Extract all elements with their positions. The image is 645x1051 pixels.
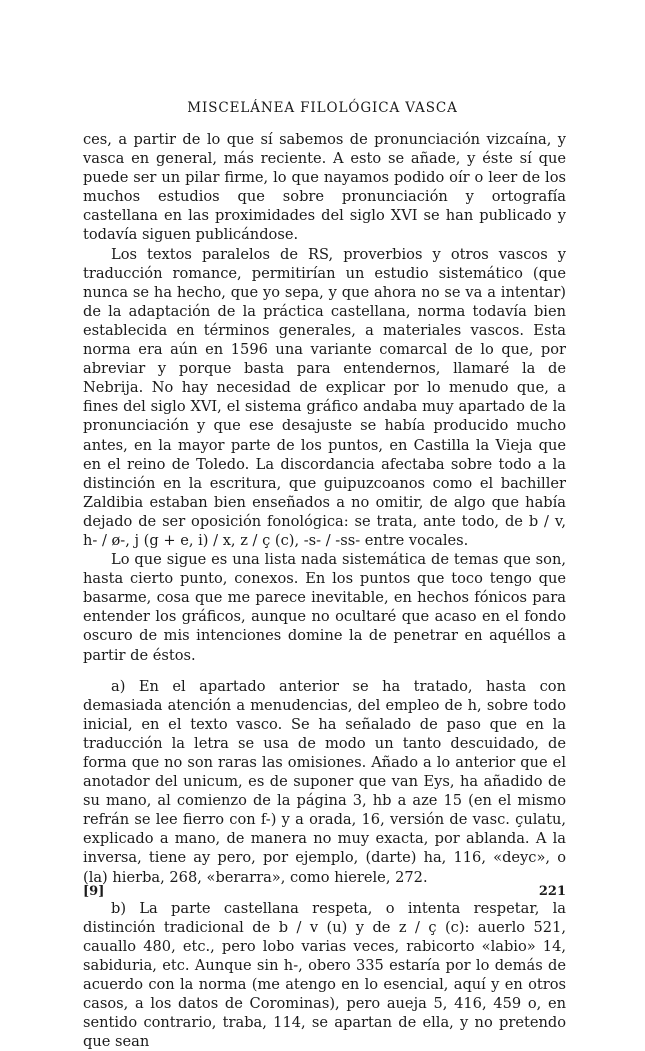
running-header: MISCELÁNEA FILOLÓGICA VASCA	[187, 100, 458, 116]
paragraph-2: Los textos paralelos de RS, proverbios y otros vascos y traducción romance, permitirían un estudio sistemático (que nunca se ha hecho, que yo sepa, y que ahora no se va a intentar) de la adaptación de la práctica castellana, norma todavía bien establecida en términos generales, a materiales vascos. Esta norma era aún en 1596 una variante comarcal de lo que, por abreviar y porque basta para entendernos, llamaré la de Nebrija. No hay necesidad de explicar por lo menudo que, a fines del siglo XVI, el sistema gráfico andaba muy apartado de la pronunciación y que ese desajuste se había producido mucho antes, en la mayor parte de los puntos, en Castilla la Vieja que en el reino de Toledo. La discordancia afectaba sobre todo a la distinción en la escritura, que guipuzcoanos como el bachiller Zaldibia estaban bien enseñados a no omitir, de algo que había dejado de ser oposición fonológica: se trata, ante todo, de b / v, h- / ø-, j (g + e, i) / x, z / ç (c), -s- / -ss- entre vocales.	[83, 245, 566, 549]
paragraph-a: a) En el apartado anterior se ha tratado, hasta con demasiada atención a menudencias, del empleo de h, sobre todo inicial, en el texto vasco. Se ha señalado de paso que en la traducción la letra se usa de modo un tanto descuidado, de forma que no son raras las omisiones. Añado a lo anterior que el anotador del unicum, es de suponer que van Eys, ha añadido de su mano, al comienzo de la página 3, hb a aze 15 (en el mismo refrán se lee fierro con f-) y a orada, 16, versión de vasc. çulatu, explicado a mano, de manera no muy exacta, por ablanda. A la inversa, tiene ay pero, por ejemplo, (darte) ha, 116, «deyc», o (la) hierba, 268, «berarra», como hierele, 272.	[83, 677, 566, 886]
paragraph-b: b) La parte castellana respeta, o intenta respetar, la distinción tradicional de b / v (u) y de z / ç (c): auerlo 521, cauallo 480, etc., pero lobo varias veces, rabicorto «labio» 14, sabiduria, etc. Aunque sin h-, obero 335 estaría por lo demás de acuerdo con la norma (me atengo en lo esencial, aquí y en otros casos, a los datos de Corominas), pero aueja 5, 416, 459 o, en sentido contrario, traba, 114, se apartan de ella, y no pretendo que sean	[83, 899, 566, 1051]
body-text	[83, 130, 566, 1051]
paragraph-3: Lo que sigue es una lista nada sistemática de temas que son, hasta cierto punto, conexos. En los puntos que toco tengo que basarme, cosa que me parece inevitable, en hechos fónicos para entender los gráficos, aunque no ocultaré que acaso en el fondo oscuro de mis intenciones domine la de penetrar en aquéllos a partir de éstos.	[83, 551, 566, 664]
paragraph-1: ces, a partir de lo que sí sabemos de pronunciación vizcaína, y vasca en general, más reciente. A esto se añade, y éste sí que puede ser un pilar firme, lo que nayamos podido oír o leer de los muchos estudios que sobre pronunciación y ortografía castellana en las proximidades del siglo XVI se han publicado y todavía siguen publicándose.	[83, 131, 566, 244]
page-number: 221	[538, 884, 566, 899]
section-number: [9]	[83, 884, 105, 899]
